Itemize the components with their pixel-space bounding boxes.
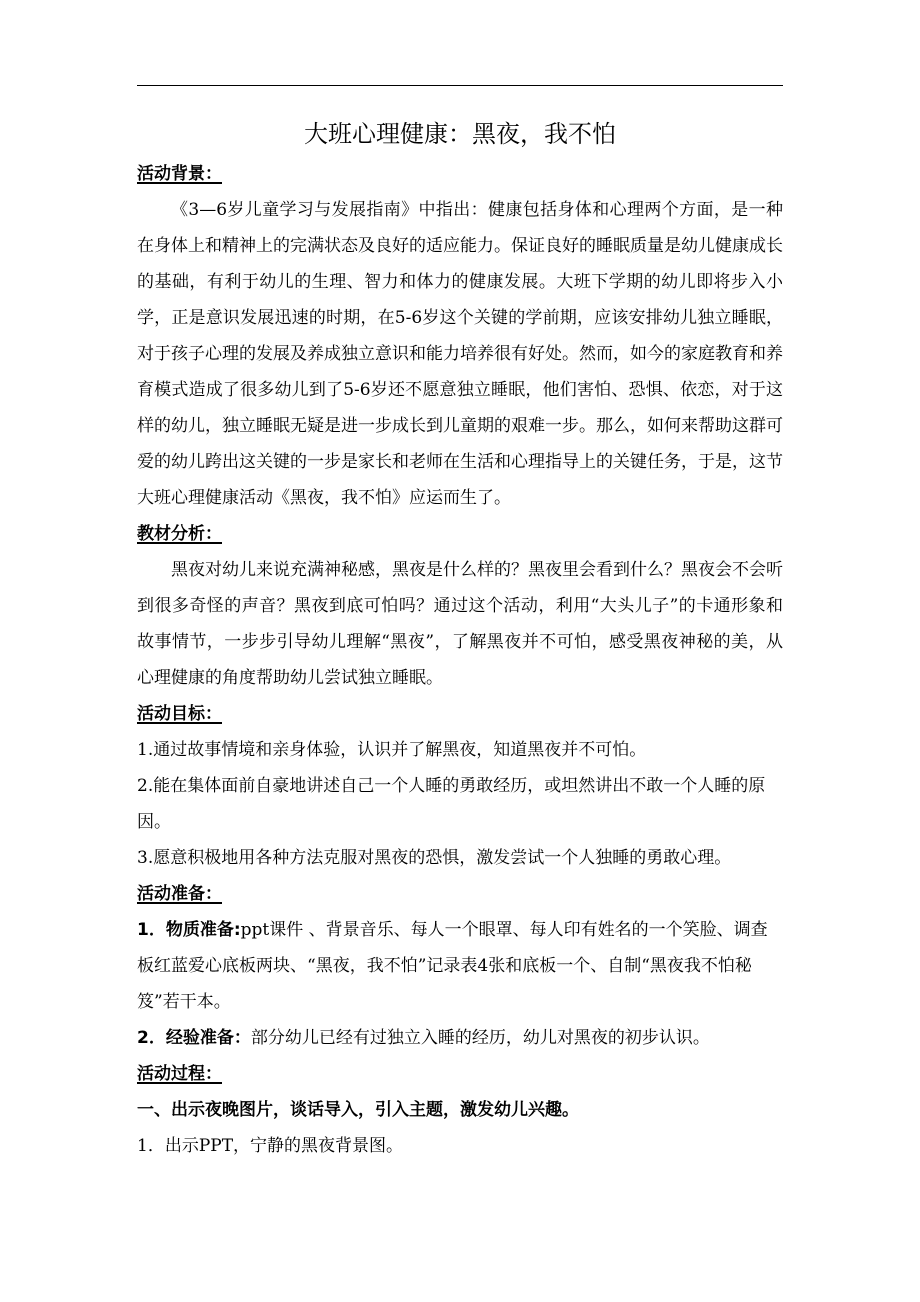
- document-page: [137, 112, 783, 1164]
- goal-item: 3.愿意积极地用各种方法克服对黑夜的恐惧，激发尝试一个人独睡的勇敢心理。: [137, 848, 732, 868]
- background-paragraph: 《3—6岁儿童学习与发展指南》中指出：健康包括身体和心理两个方面，是一种在身体上和精神上的完满状态及良好的适应能力。保证良好的睡眠质量是幼儿健康成长的基础，有利于幼儿的生理、智力和体力的健康发展。大班下学期的幼儿即将步入小学，正是意识发展迅速的时期，在5-6岁这个关键的学前期，应该安排幼儿独立睡眠，对于孩子心理的发展及养成独立意识和能力培养很有好处。然而，如今的家庭教育和养育模式造成了很多幼儿到了5-6岁还不愿意独立睡眠，他们害怕、恐惧、依恋，对于这样的幼儿，独立睡眠无疑是进一步成长到儿童期的艰难一步。那么，如何来帮助这群可爱的幼儿跨出这关键的一步是家长和老师在生活和心理指导上的关键任务，于是，这节大班心理健康活动《黑夜，我不怕》应运而生了。: [137, 200, 783, 508]
- section-heading-preparation: 活动准备：: [137, 884, 222, 904]
- page-title: 大班心理健康：黑夜，我不怕: [304, 120, 616, 148]
- section-heading-background: 活动背景：: [137, 164, 222, 184]
- analysis-paragraph: 黑夜对幼儿来说充满神秘感，黑夜是什么样的？黑夜里会看到什么？黑夜会不会听到很多奇怪的声音？黑夜到底可怕吗？通过这个活动，利用“大头儿子”的卡通形象和故事情节，一步步引导幼儿理解“黑夜”，了解黑夜并不可怕，感受黑夜神秘的美，从心理健康的角度帮助幼儿尝试独立睡眠。: [137, 560, 783, 688]
- material-text: ppt课件 、背景音乐、每人一个眼罩、每人印有姓名的一个笑脸、调查板红蓝爱心底板两块、“黑夜，我不怕”记录表4张和底板一个、自制“黑夜我不怕秘笈”若干本。: [137, 920, 768, 1012]
- header-rule: [137, 85, 783, 86]
- process-step-heading: 一、出示夜晚图片，谈话导入，引入主题，激发幼儿兴趣。: [137, 1100, 579, 1120]
- section-heading-analysis: 教材分析：: [137, 524, 222, 544]
- section-heading-goals: 活动目标：: [137, 704, 222, 724]
- goal-item: 1.通过故事情境和亲身体验，认识并了解黑夜，知道黑夜并不可怕。: [137, 740, 647, 760]
- experience-preparation: [137, 1020, 783, 1056]
- section-heading-process: 活动过程：: [137, 1064, 222, 1084]
- goal-item: 2.能在集体面前自豪地讲述自己一个人睡的勇敢经历，或坦然讲出不敢一个人睡的原因。: [137, 776, 766, 832]
- process-item: 1．出示PPT，宁静的黑夜背景图。: [137, 1136, 404, 1156]
- material-preparation: [137, 912, 783, 1020]
- material-label: 1．物质准备:: [137, 920, 241, 940]
- experience-label: 2．经验准备：: [137, 1028, 251, 1048]
- experience-text: 部分幼儿已经有过独立入睡的经历，幼儿对黑夜的初步认识。: [250, 1028, 710, 1048]
